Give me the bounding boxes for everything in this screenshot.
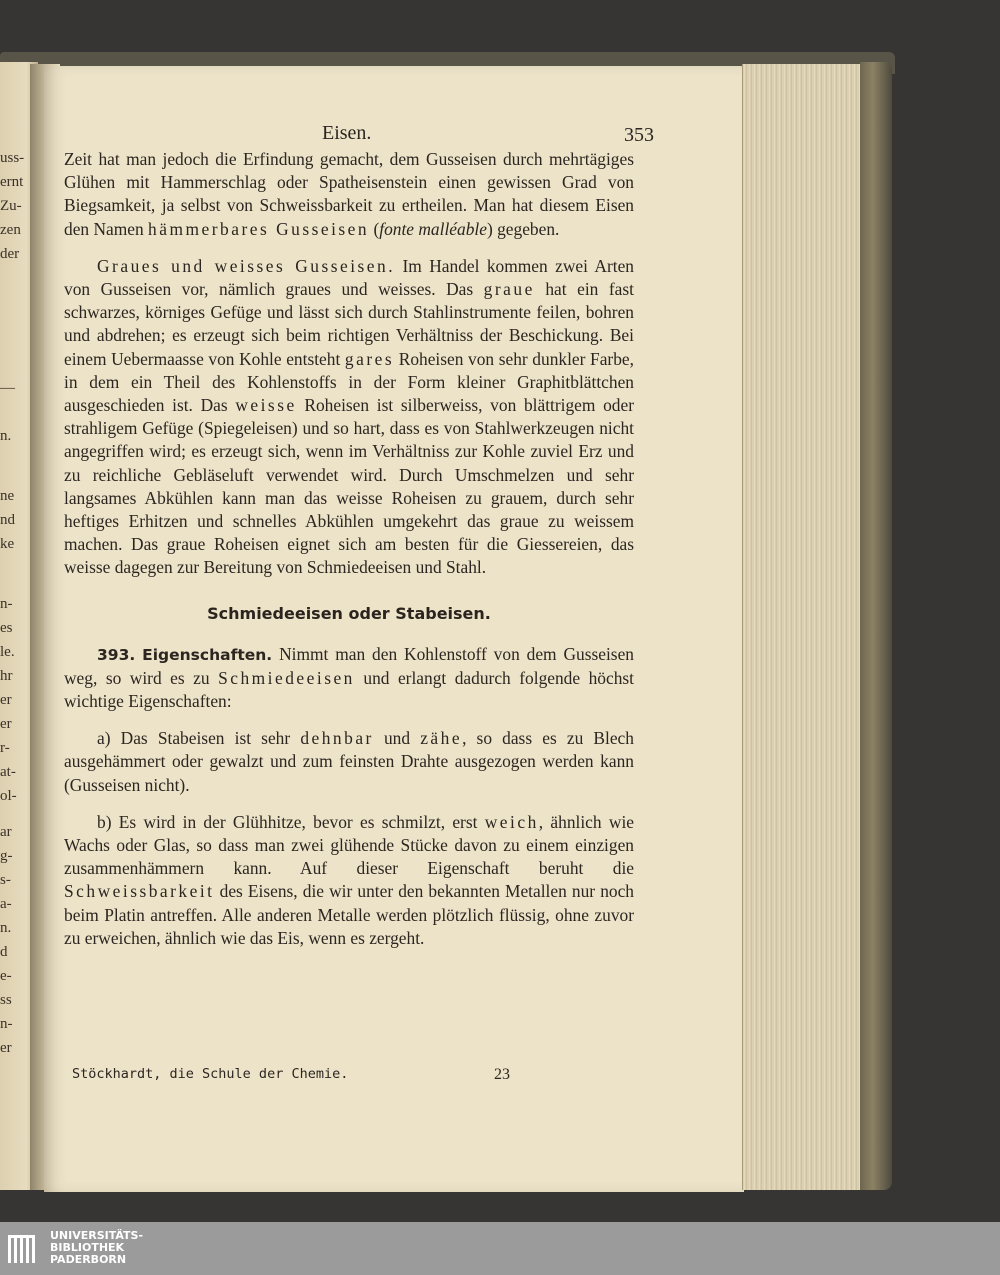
- library-name-line: UNIVERSITÄTS-: [50, 1229, 144, 1242]
- left-page-fragment: er: [0, 692, 12, 708]
- left-page-fragment: r-: [0, 740, 10, 756]
- paragraph-cast-iron-malleable: [64, 148, 634, 241]
- text-span: und erlangt dadurch folgende höchst wichtige Eigenschaften:: [64, 667, 634, 712]
- text-span: ) gegeben.: [486, 218, 560, 239]
- text-span: b) Es wird in der Glühhitze, bevor es schmilzt, erst: [97, 811, 478, 832]
- left-page-fragment: a-: [0, 896, 12, 912]
- left-page-fragment: at-: [0, 764, 16, 780]
- left-page-fragment: hr: [0, 668, 13, 684]
- spaced-term: Schweissbarkeit: [64, 881, 215, 902]
- running-title: Eisen.: [322, 122, 372, 144]
- running-header: [64, 114, 654, 148]
- spaced-term: weich: [484, 811, 539, 832]
- spaced-term: graue: [483, 279, 535, 300]
- page-number: 353: [624, 124, 654, 146]
- text-span: , ähnlich wie Wachs oder Glas, so dass man zwei glühende Stücke davon zu einem einzigen zusammenhämmern kann. Auf dieser Eigenschaft beruht die: [64, 811, 634, 879]
- right-page: [44, 66, 744, 1192]
- paragraph-section-393: [64, 643, 634, 714]
- paragraph-item-b: [64, 811, 634, 950]
- spaced-term: dehnbar: [300, 728, 374, 749]
- left-page-fragment: zen: [0, 222, 21, 238]
- left-page-fragment: Zu-: [0, 198, 22, 214]
- spaced-term: hämmerbares Gusseisen: [148, 218, 370, 239]
- section-number: 393.: [97, 645, 136, 664]
- spaced-term: zähe: [420, 728, 463, 749]
- left-page-fragment: g-: [0, 848, 13, 864]
- left-page-fragment: der: [0, 246, 20, 262]
- paragraph-item-a: [64, 727, 634, 797]
- left-page-fragment: ke: [0, 536, 15, 552]
- library-name: [50, 1230, 143, 1266]
- left-page-fragment: n-: [0, 596, 13, 612]
- left-page-fragment: ar: [0, 824, 12, 840]
- page-edges: [742, 64, 863, 1190]
- spaced-term: Graues und weisses Gusseisen.: [97, 255, 396, 276]
- left-page-fragment: d: [0, 944, 8, 960]
- left-page-fragment: uss-: [0, 150, 25, 166]
- book-cover-right: [860, 62, 892, 1190]
- left-page-fragment: le.: [0, 644, 15, 660]
- page-content: [64, 114, 654, 950]
- section-heading: Schmiedeeisen oder Stabeisen.: [207, 603, 491, 623]
- left-page-fragment: e-: [0, 968, 12, 984]
- left-page-fragment: —: [0, 380, 15, 396]
- text-span: des Eisens, die wir unter den bekannten Metallen nur noch beim Platin antreffen. Alle anderen Metalle werden plötzlich flüssig, ohne zuvor zu erweichen, ähnlich wie das Eis, wenn es zergeht.: [64, 881, 634, 948]
- left-page-fragment: nd: [0, 512, 15, 528]
- printer-signature: Stöckhardt, die Schule der Chemie.: [72, 1066, 349, 1082]
- text-span: (: [373, 218, 380, 239]
- section-title: Eigenschaften.: [142, 645, 273, 664]
- left-page-fragment: er: [0, 716, 12, 732]
- text-span: Zeit hat man jedoch die Erfindung gemacht, dem Gusseisen durch mehrtägiges Glühen mit Hammerschlag oder Spatheisenstein einen gewissen Grad von Biegsamkeit, ja selbst von Schweissbarkeit zu ertheilen. Man hat diesem Eisen den Namen: [64, 149, 634, 239]
- left-page-fragment: ne: [0, 488, 15, 504]
- left-page-fragment: es: [0, 620, 13, 636]
- text-span: Roheisen von sehr dunkler Farbe, in dem ein Theil des Kohlenstoffs in der Form kleiner Graphitblättchen ausgeschieden ist. Das: [64, 348, 634, 416]
- spaced-term: Schmiedeeisen: [218, 667, 355, 688]
- left-page-fragment: n.: [0, 920, 12, 936]
- text-span: Nimmt man den Kohlenstoff von dem Gusseisen weg, so wird es zu: [64, 643, 634, 688]
- italic-term: fonte malléable: [379, 218, 487, 239]
- spaced-term: weisse: [235, 395, 297, 416]
- sheet-number: 23: [494, 1066, 510, 1083]
- paragraph-grey-white-cast-iron: [64, 255, 634, 580]
- text-span: und: [383, 728, 411, 749]
- left-page-fragment: ol-: [0, 788, 17, 804]
- left-page-fragment: ss: [0, 992, 12, 1008]
- text-span: Im Handel kommen zwei Arten von Gusseisen vor, nämlich graues und weisses. Das: [64, 255, 634, 300]
- left-page-fragment: n.: [0, 428, 12, 444]
- text-span: Roheisen ist silberweiss, von blättrigem oder strahligem Gefüge (Spiegeleisen) und so hart, dass es von Stahlwerkzeugen nicht angegriffen wird; es erzeugt sich, wenn im Verhältniss zur Kohle zuviel Erz und zu reichliche Gebläseluft verwendet wird. Durch Umschmelzen und sehr langsames Abkühlen kann man das weisse Roheisen zu grauem, durch sehr heftiges Erhitzen und schnelles Abkühlen umgekehrt das graue zu weissem machen. Das graue Roheisen eignet sich am besten für die Giessereien, das weisse dagegen zur Bereitung von Schmiedeeisen und Stahl.: [64, 395, 634, 578]
- text-span: , so dass es zu Blech ausgehämmert oder gewalzt und zum feinsten Drahte ausgezogen werden kann (Gusseisen nicht).: [64, 728, 634, 795]
- left-page-fragment: ernt: [0, 174, 24, 190]
- text-span: a) Das Stabeisen ist sehr: [97, 728, 291, 749]
- spaced-term: gares: [344, 348, 395, 369]
- left-page-fragment: n-: [0, 1016, 13, 1032]
- library-name-line: BIBLIOTHEK: [50, 1241, 125, 1254]
- left-page-fragment: er: [0, 1040, 12, 1056]
- institution-footer-bar: [0, 1222, 1000, 1275]
- left-page-fragment: s-: [0, 872, 11, 888]
- library-logo-icon: [6, 1231, 42, 1267]
- library-name-line: PADERBORN: [50, 1253, 127, 1266]
- text-span: hat ein fast schwarzes, körniges Gefüge und lässt sich durch Stahlinstrumente feilen, bohren und abdrehen; es erzeugt sich beim richtigen Verhältniss der Beschickung. Bei einem Uebermaasse von Kohle entsteht: [64, 279, 634, 369]
